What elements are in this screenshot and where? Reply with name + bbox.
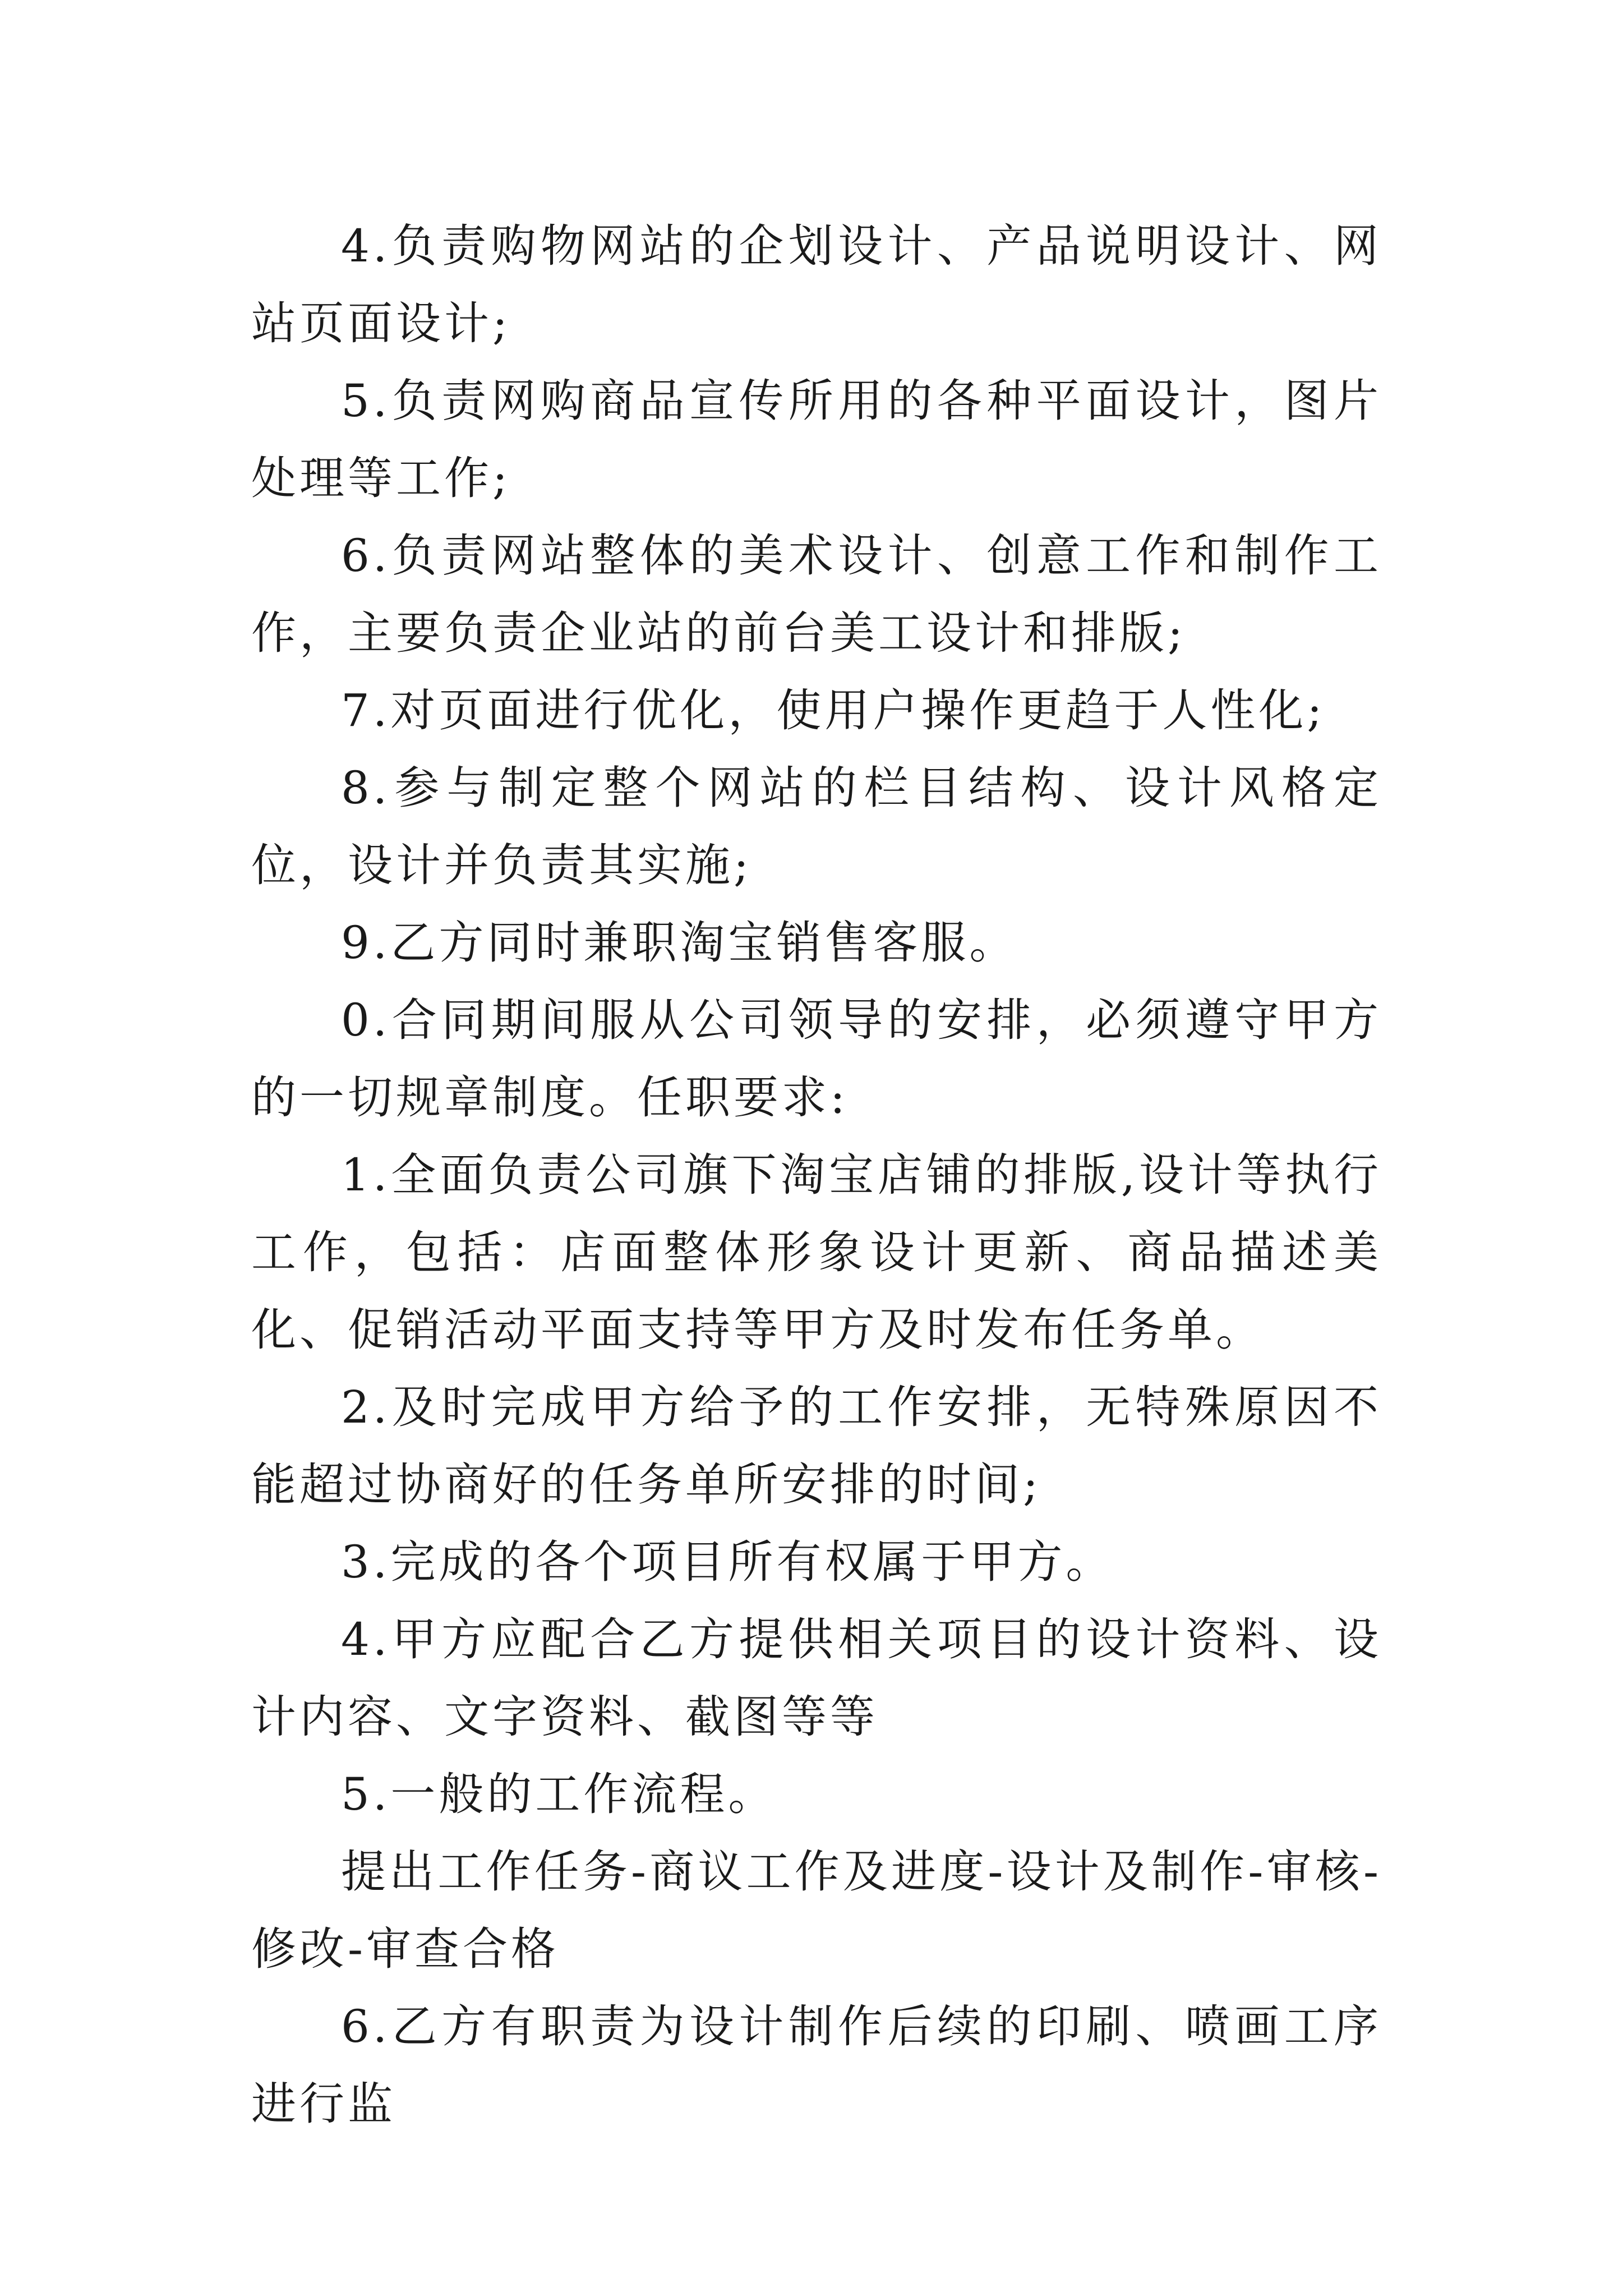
paragraph-item-9-customer-service: 9.乙方同时兼职淘宝销售客服。 — [341, 917, 1018, 969]
paragraph-requirement-6-printing: 6.乙方有职责为设计制作后续的印刷、喷画工序进行监 — [251, 2000, 1382, 2130]
paragraph-workflow-steps: 提出工作任务-商议工作及进度-设计及制作-审核-修改-审查合格 — [251, 1846, 1382, 1975]
paragraph-item-7-page-optimization: 7.对页面进行优化，使用户操作更趋于人性化; — [341, 684, 1326, 737]
paragraph-item-0-contract-rules: 0.合同期间服从公司领导的安排，必须遵守甲方的一切规章制度。任职要求: — [251, 994, 1382, 1124]
paragraph-requirement-4-materials: 4.甲方应配合乙方提供相关项目的设计资料、设计内容、文字资料、截图等等 — [251, 1613, 1382, 1743]
paragraph-requirement-1-store-layout: 1.全面负责公司旗下淘宝店铺的排版,设计等执行工作，包括：店面整体形象设计更新、商品描述美化、促销活动平面支持等甲方及时发布任务单。 — [251, 1149, 1382, 1356]
paragraph-item-5-graphic-design: 5.负责网购商品宣传所用的各种平面设计，图片处理等工作; — [251, 375, 1382, 504]
paragraph-requirement-5-workflow: 5.一般的工作流程。 — [341, 1768, 777, 1820]
paragraph-item-6-art-design: 6.负责网站整体的美术设计、创意工作和制作工作，主要负责企业站的前台美工设计和排版; — [251, 530, 1382, 659]
paragraph-item-4-website-design: 4.负责购物网站的企划设计、产品说明设计、网站页面设计; — [251, 220, 1382, 349]
paragraph-requirement-3-ownership: 3.完成的各个项目所有权属于甲方。 — [341, 1536, 1114, 1588]
document-page — [251, 208, 1382, 2143]
paragraph-requirement-2-timely-completion: 2.及时完成甲方给予的工作安排，无特殊原因不能超过协商好的任务单所安排的时间; — [251, 1381, 1382, 1511]
paragraph-item-8-site-structure: 8.参与制定整个网站的栏目结构、设计风格定位，设计并负责其实施; — [251, 762, 1382, 891]
